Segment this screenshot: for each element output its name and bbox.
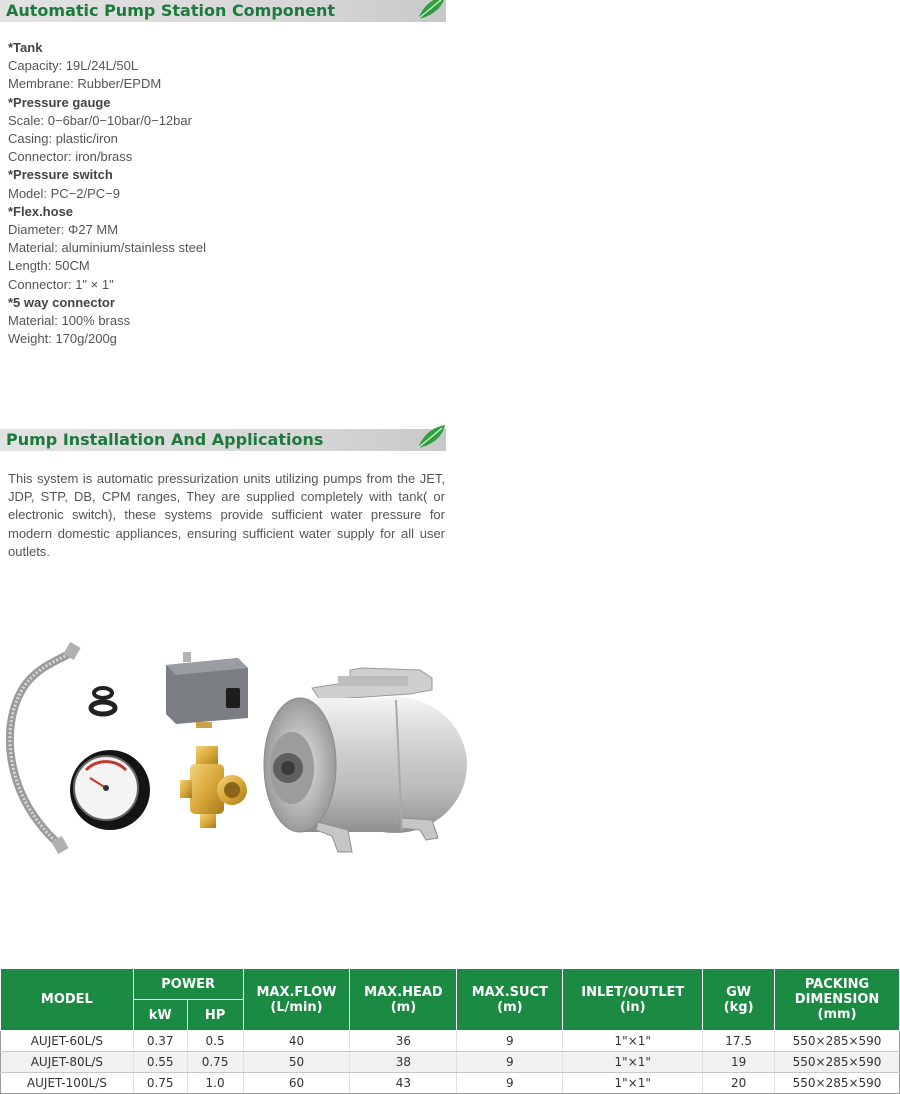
header-gw	[703, 969, 775, 1031]
spec-line: *Flex.hose	[8, 203, 74, 219]
cell-suct: 9	[457, 1052, 563, 1073]
spec-line: Connector: iron/brass	[8, 149, 133, 165]
table-row	[1, 1073, 900, 1094]
leaf-icon	[416, 0, 446, 22]
spec-line: Scale: 0−6bar/0−10bar/0−12bar	[8, 112, 192, 128]
spec-line: Connector: 1" × 1"	[8, 276, 114, 292]
spec-line: Diameter: Φ27 MM	[8, 222, 119, 238]
pressure-switch-icon	[166, 652, 248, 728]
flex-hose-icon	[10, 642, 81, 854]
cell-gw: 20	[703, 1073, 775, 1094]
cell-inlet: 1"×1"	[563, 1052, 703, 1073]
header-max-head-unit: (m)	[390, 999, 417, 1015]
cell-inlet: 1"×1"	[563, 1073, 703, 1094]
spec-line: *Pressure gauge	[8, 94, 111, 110]
cell-model: AUJET-60L/S	[1, 1031, 134, 1052]
spec-line: Model: PC−2/PC−9	[8, 185, 121, 201]
cell-hp: 1.0	[187, 1073, 243, 1094]
cell-flow: 50	[243, 1052, 350, 1073]
specification-table	[0, 968, 900, 1094]
header-gw-unit: (kg)	[723, 999, 754, 1015]
header-kw	[133, 1000, 187, 1031]
cell-inlet: 1"×1"	[563, 1031, 703, 1052]
spec-line: Membrane: Rubber/EPDM	[8, 76, 162, 92]
header-max-flow	[243, 969, 350, 1031]
o-rings-icon	[91, 688, 115, 714]
header-max-suct-unit: (m)	[497, 999, 523, 1015]
table-row	[1, 1031, 900, 1052]
spec-line: *5 way connector	[8, 294, 115, 310]
spec-line: Material: aluminium/stainless steel	[8, 240, 206, 256]
cell-kw: 0.37	[133, 1031, 187, 1052]
header-max-suct-label: MAX.SUCT	[471, 984, 548, 1000]
cell-gw: 19	[703, 1052, 775, 1073]
cell-model: AUJET-80L/S	[1, 1052, 134, 1073]
cell-model: AUJET-100L/S	[1, 1073, 134, 1094]
cell-head: 43	[350, 1073, 457, 1094]
header-packing-unit: (mm)	[817, 1007, 857, 1022]
header-hp	[187, 1000, 243, 1031]
cell-suct: 9	[457, 1031, 563, 1052]
section-header-component	[0, 0, 446, 22]
header-max-flow-unit: (L/min)	[270, 999, 323, 1015]
header-packing	[775, 969, 900, 1031]
spec-line: Weight: 170g/200g	[8, 331, 117, 347]
spec-line: Length: 50CM	[8, 258, 90, 274]
header-packing-label: PACKING DIMENSION	[794, 977, 880, 1007]
cell-gw: 17.5	[703, 1031, 775, 1052]
cell-packing: 550×285×590	[775, 1073, 900, 1094]
spec-line: Capacity: 19L/24L/50L	[8, 58, 139, 74]
header-inlet-outlet-label: INLET/OUTLET	[581, 984, 685, 1000]
cell-kw: 0.75	[133, 1073, 187, 1094]
five-way-connector-icon	[180, 746, 247, 828]
cell-kw: 0.55	[133, 1052, 187, 1073]
header-model-label: MODEL	[40, 992, 93, 1007]
header-max-head-label: MAX.HEAD	[364, 984, 443, 1000]
header-power-label: POWER	[161, 976, 216, 992]
table-row	[1, 1052, 900, 1073]
spec-line: Casing: plastic/iron	[8, 131, 118, 147]
header-max-suct	[457, 969, 563, 1031]
header-kw-label: kW	[148, 1007, 172, 1023]
cell-flow: 60	[243, 1073, 350, 1094]
component-spec-list	[8, 39, 428, 348]
header-inlet-outlet-unit: (in)	[619, 999, 646, 1015]
section-header-installation	[0, 429, 446, 451]
cell-packing: 550×285×590	[775, 1031, 900, 1052]
product-components-image	[0, 640, 470, 860]
installation-description: This system is automatic pressurization units utilizing pumps from the JET, JDP, STP, DB, CPM ranges, They are supplied completely with tank( or electronic switch), these systems provide sufficient water pressure for modern domestic appliances, ensuring sufficient water supply for all user outlets.	[8, 471, 445, 559]
spec-line: *Tank	[8, 40, 43, 55]
spec-line: *Pressure switch	[8, 167, 113, 183]
section-title-component: Automatic Pump Station Component	[6, 1, 336, 20]
cell-head: 38	[350, 1052, 457, 1073]
header-model	[1, 969, 134, 1031]
cell-suct: 9	[457, 1073, 563, 1094]
header-power	[133, 969, 243, 1000]
header-max-head	[350, 969, 457, 1031]
cell-flow: 40	[243, 1031, 350, 1052]
cell-hp: 0.75	[187, 1052, 243, 1073]
pressure-tank-icon	[264, 668, 467, 852]
cell-head: 36	[350, 1031, 457, 1052]
leaf-icon	[416, 423, 446, 451]
pressure-gauge-icon	[70, 750, 150, 830]
header-max-flow-label: MAX.FLOW	[256, 984, 337, 1000]
section-title-installation: Pump Installation And Applications	[6, 430, 324, 449]
header-inlet-outlet	[563, 969, 703, 1031]
spec-line: Material: 100% brass	[8, 313, 131, 329]
header-hp-label: HP	[204, 1007, 226, 1023]
cell-hp: 0.5	[187, 1031, 243, 1052]
cell-packing: 550×285×590	[775, 1052, 900, 1073]
header-gw-label: GW	[726, 984, 752, 1000]
